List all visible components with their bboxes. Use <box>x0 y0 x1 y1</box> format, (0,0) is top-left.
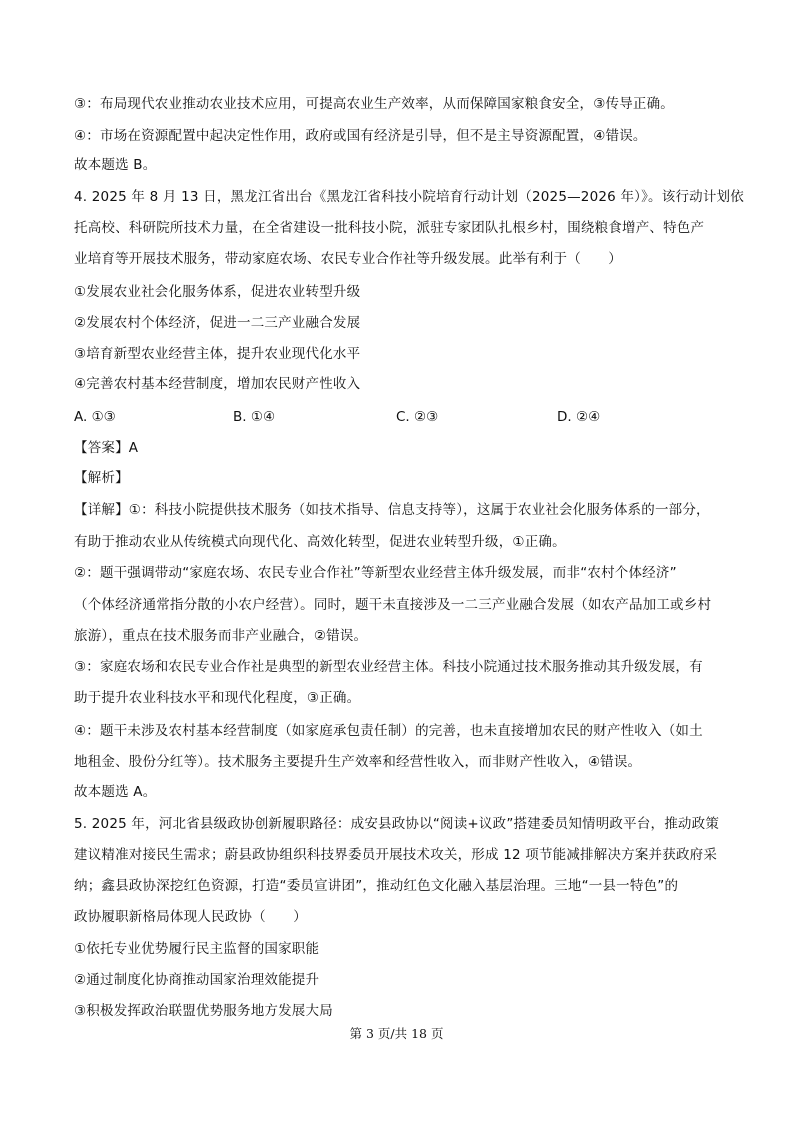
option-c: C. ②③ <box>396 409 439 425</box>
explanation-line: ③：家庭农场和农民专业合作社是典型的新型农业经营主体。科技小院通过技术服务推动其升级发展，有 <box>74 659 703 675</box>
question-5-stem: 5. 2025 年，河北省县级政协创新履职路径：成安县政协以“阅读+议政”搭建委员知情明政平台，推动政策 <box>74 816 720 832</box>
explanation-line: 旅游），重点在技术服务而非产业融合，②错误。 <box>74 628 368 644</box>
option-b: B. ①④ <box>233 409 276 425</box>
statement-3: ③积极发挥政治联盟优势服务地方发展大局 <box>74 1003 333 1019</box>
analysis-label: 【解析】 <box>74 470 129 486</box>
explanation-line: ④：题干未涉及农村基本经营制度（如家庭承包责任制）的完善，也未直接增加农民的财产性收入（如土 <box>74 723 703 739</box>
paragraph-line: 纳；鑫县政协深挖红色资源，打造“委员宣讲团”，推动红色文化融入基层治理。三地“一县一特色”的 <box>74 878 679 894</box>
statement-1: ①依托专业优势履行民主监督的国家职能 <box>74 941 320 957</box>
paragraph-line: 业培育等开展技术服务，带动家庭农场、农民专业合作社等升级发展。此举有利于（ ） <box>74 251 622 267</box>
paragraph-line: 建议精准对接民生需求；蔚县政协组织科技界委员开展技术攻关，形成 12 项节能减排解决方案并获政府采 <box>74 847 718 863</box>
explanation-line: 【详解】①：科技小院提供技术服务（如技术指导、信息支持等），这属于农业社会化服务体系的一部分， <box>74 502 710 518</box>
page-footer: 第 3 页/共 18 页 <box>349 1026 444 1041</box>
option-a: A. ①③ <box>74 409 116 425</box>
statement-4: ④完善农村基本经营制度，增加农民财产性收入 <box>74 376 361 392</box>
explanation-line: （个体经济通常指分散的小农户经营）。同时，题干未直接涉及一二三产业融合发展（如农产品加工或乡村 <box>74 597 712 613</box>
paragraph-line: 故本题选 B。 <box>74 157 157 173</box>
explanation-line: 助于提升农业科技水平和现代化程度，③正确。 <box>74 690 361 706</box>
explanation-line: 有助于推动农业从传统模式向现代化、高效化转型，促进农业转型升级，①正确。 <box>74 534 566 550</box>
explanation-line: 地租金、股份分红等）。技术服务主要提升生产效率和经营性收入，而非财产性收入，④错误。 <box>74 754 642 770</box>
statement-3: ③培育新型农业经营主体，提升农业现代化水平 <box>74 346 361 362</box>
paragraph-line: 故本题选 A。 <box>74 784 157 800</box>
statement-2: ②发展农村个体经济，促进一二三产业融合发展 <box>74 315 361 331</box>
statement-2: ②通过制度化协商推动国家治理效能提升 <box>74 972 320 988</box>
question-4-stem: 4. 2025 年 8 月 13 日，黑龙江省出台《黑龙江省科技小院培育行动计划（2025—2026 年）》。该行动计划依 <box>74 189 744 205</box>
statement-1: ①发展农业社会化服务体系，促进农业转型升级 <box>74 284 361 300</box>
answer-label: 【答案】A <box>74 440 139 456</box>
explanation-line: ②：题干强调带动“家庭农场、农民专业合作社”等新型农业经营主体升级发展，而非“农村个体经济” <box>74 565 677 581</box>
paragraph-line: 托高校、科研院所技术力量，在全省建设一批科技小院，派驻专家团队扎根乡村，围绕粮食增产、特色产 <box>74 220 705 236</box>
paragraph-line: ④：市场在资源配置中起决定性作用，政府或国有经济是引导，但不是主导资源配置，④错误。 <box>74 128 647 144</box>
paragraph-line: ③：布局现代农业推动农业技术应用，可提高农业生产效率，从而保障国家粮食安全，③传导正确。 <box>74 96 675 112</box>
option-d: D. ②④ <box>557 409 601 425</box>
paragraph-line: 政协履职新格局体现人民政协（ ） <box>74 909 307 925</box>
